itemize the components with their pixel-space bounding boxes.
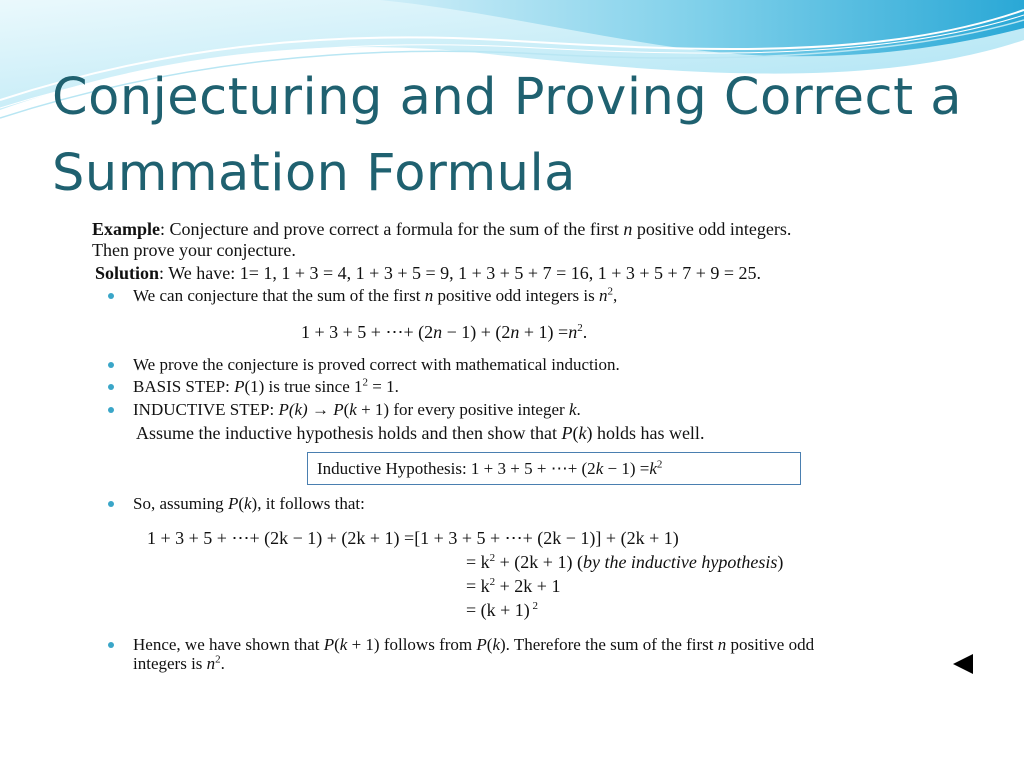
example-line — [92, 219, 791, 240]
bullet-dot — [108, 362, 114, 368]
var-p: P — [333, 400, 344, 419]
var-k: k — [349, 400, 357, 419]
var-n: n — [510, 322, 520, 342]
text: So, assuming — [133, 494, 228, 513]
var-k: k — [649, 459, 657, 478]
var-k: k — [339, 635, 348, 654]
exponent: 2 — [362, 376, 369, 389]
derivation-line-2 — [466, 552, 783, 573]
derivation-line-3 — [466, 576, 560, 597]
derivation-line-4 — [466, 600, 538, 621]
formula-sum-odd — [301, 322, 587, 343]
inductive-hypothesis — [317, 459, 662, 479]
bullet-conjecture — [133, 286, 617, 306]
assume-line — [136, 423, 704, 444]
var-k: k — [492, 635, 500, 654]
slide-title: Conjecturing and Proving Correct a Summation Formula — [52, 68, 963, 203]
text: . — [220, 654, 225, 673]
back-arrow-icon[interactable] — [953, 654, 973, 674]
solution-text: : We have: 1= 1, 1 + 3 = 4, 1 + 3 + 5 = 9, 1 + 3 + 5 + 7 = 16, 1 + 3 + 5 + 7 + 9 = 25. — [159, 263, 761, 283]
text: ) holds has well. — [586, 423, 705, 443]
text: = (k + 1) — [466, 600, 530, 620]
text: ( — [238, 494, 244, 513]
text: ( — [572, 423, 579, 443]
arrow: → — [307, 400, 334, 419]
solution-line — [95, 263, 761, 284]
var-p: P — [323, 635, 335, 654]
var-p: P — [561, 423, 573, 443]
bullet-basis-step — [133, 377, 399, 397]
text: INDUCTIVE STEP: — [133, 400, 279, 419]
var-n: n — [433, 322, 443, 342]
bullet-dot — [108, 501, 114, 507]
var-k: k — [595, 459, 604, 478]
text: 1 + 3 + 5 + ⋯+ (2 — [301, 322, 434, 342]
text: , — [613, 286, 618, 305]
exponent: 2 — [529, 600, 539, 612]
bullet-conclusion-line2 — [133, 654, 225, 674]
text: Hence, we have shown that — [133, 635, 324, 654]
var-p: P — [476, 635, 487, 654]
bullet-dot — [108, 293, 114, 299]
text: + 2k + 1 — [495, 576, 561, 596]
bullet-assuming — [133, 494, 365, 514]
text: positive odd integers is — [433, 286, 600, 305]
text: ) — [777, 552, 784, 572]
bullet-dot — [108, 407, 114, 413]
var-k: k — [244, 494, 252, 513]
text: Assume the inductive hypothesis holds and then show that — [136, 423, 562, 443]
var-k: k — [568, 400, 577, 419]
text: : 1 + 3 + 5 + ⋯+ (2 — [461, 459, 596, 478]
example-text: : Conjecture and prove correct a formula for the sum of the first — [160, 219, 624, 239]
text: ( — [486, 635, 493, 654]
text: ( — [334, 635, 340, 654]
var-p: P — [227, 494, 239, 513]
example-line2: Then prove your conjecture. — [92, 240, 296, 260]
exponent: 2 — [489, 552, 496, 564]
text: ). Therefore the sum of the first — [499, 635, 718, 654]
exponent: 2 — [489, 576, 496, 588]
bullet-inductive-step — [133, 400, 581, 420]
text: We can conjecture that the sum of the first — [133, 286, 425, 305]
var-n: n — [206, 654, 216, 673]
text: integers is — [133, 654, 207, 673]
var-p: P — [234, 377, 245, 396]
exponent: 2 — [215, 653, 221, 666]
var-n: n — [717, 635, 727, 654]
example-var: n — [623, 219, 633, 239]
bullet-induction: We prove the conjecture is proved correct with mathematical induction. — [133, 355, 620, 374]
bullet-dot — [108, 642, 114, 648]
text: + (2k + 1) ( — [495, 552, 583, 572]
hypothesis-label: Inductive Hypothesis — [317, 459, 462, 478]
text: − 1) = — [603, 459, 650, 478]
text: ), it follows that: — [251, 494, 365, 513]
example-label: Example — [92, 219, 161, 239]
exponent: 2 — [607, 285, 614, 298]
example-text-end: positive odd integers. — [632, 219, 792, 239]
text: BASIS STEP: — [133, 377, 235, 396]
var-n: n — [599, 286, 608, 305]
text: + 1) follows from — [347, 635, 477, 654]
var-n: n — [568, 322, 578, 342]
var-pk: P(k) — [278, 400, 308, 419]
text: = 1. — [368, 377, 399, 396]
text: (1) is true since 1 — [244, 377, 363, 396]
exponent: 2 — [656, 458, 663, 471]
derivation-line-1: 1 + 3 + 5 + ⋯+ (2k − 1) + (2k + 1) =[1 + 3 + 5 + ⋯+ (2k − 1)] + (2k + 1) — [147, 528, 679, 548]
text: + 1) = — [519, 322, 569, 342]
text: + 1) for every positive integer — [356, 400, 569, 419]
text: ( — [343, 400, 350, 419]
text: − 1) + (2 — [442, 322, 511, 342]
bullet-dot — [108, 384, 114, 390]
text: . — [582, 322, 588, 342]
var-k: k — [578, 423, 587, 443]
text: positive odd — [726, 635, 815, 654]
var-n: n — [424, 286, 434, 305]
bullet-conclusion — [133, 635, 814, 655]
justification: by the inductive hypothesis — [582, 552, 778, 572]
solution-label: Solution — [95, 263, 160, 283]
text: = k — [466, 552, 490, 572]
text: = k — [466, 576, 490, 596]
text: . — [576, 400, 581, 419]
exponent: 2 — [577, 322, 583, 334]
